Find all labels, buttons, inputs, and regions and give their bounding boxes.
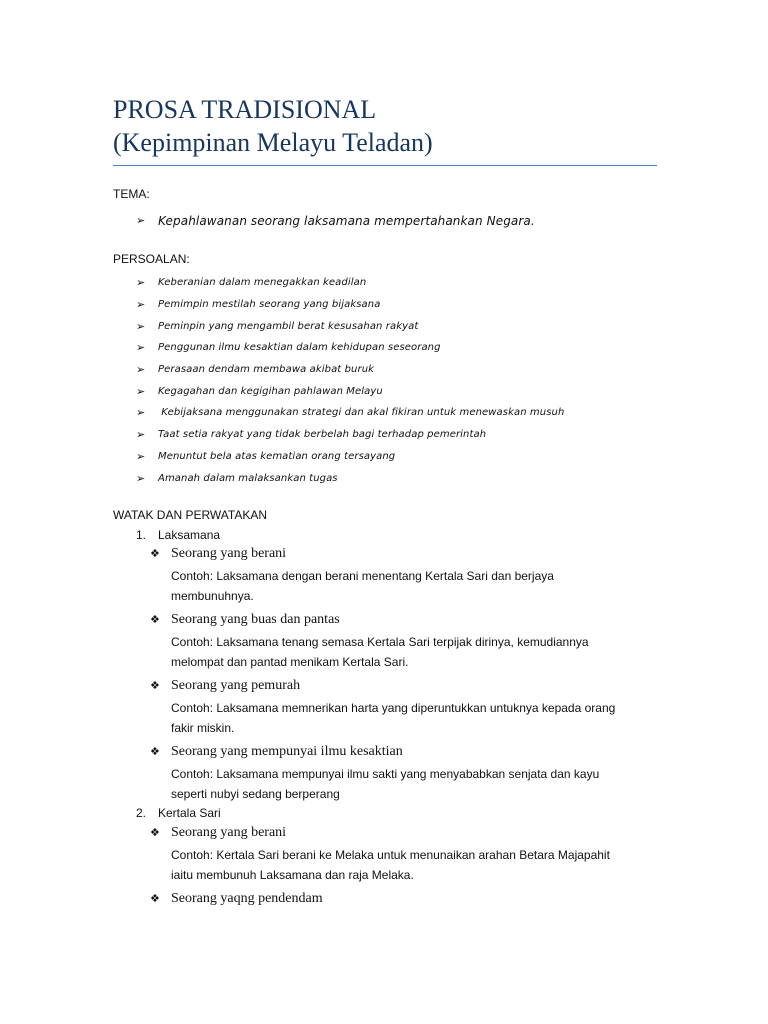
list-item <box>136 467 564 489</box>
diamond-bullet-icon: ❖ <box>150 679 160 692</box>
tema-list <box>136 210 535 232</box>
watak-heading: WATAK DAN PERWATAKAN <box>113 508 268 522</box>
trait-entry <box>150 891 660 907</box>
trait-label: Seorang yaqng pendendam <box>171 891 323 906</box>
trait-example <box>171 845 660 885</box>
list-item <box>136 402 564 424</box>
trait-entry <box>150 744 660 804</box>
arrow-bullet-icon: ➢ <box>136 214 146 228</box>
diamond-bullet-icon: ❖ <box>150 613 160 626</box>
trait-label: Seorang yang mempunyai ilmu kesaktian <box>171 744 403 759</box>
title-underline <box>113 165 657 166</box>
persoalan-text: Kegagahan dan kegigihan pahlawan Melayu <box>158 385 383 397</box>
arrow-bullet-icon: ➢ <box>136 276 146 290</box>
character-number: 2. <box>136 806 147 820</box>
tema-text: Kepahlawanan seorang laksamana mempertahankan Negara. <box>158 213 535 228</box>
arrow-bullet-icon: ➢ <box>136 363 146 377</box>
trait-label: Seorang yang berani <box>171 546 287 561</box>
arrow-bullet-icon: ➢ <box>136 319 146 333</box>
persoalan-text: Taat setia rakyat yang tidak berbelah bagi terhadap pemerintah <box>158 429 487 441</box>
title-line-2: (Kepimpinan Melayu Teladan) <box>113 128 433 157</box>
trait-entry <box>150 825 660 885</box>
persoalan-heading: PERSOALAN: <box>113 252 190 266</box>
example-line: Contoh: Kertala Sari berani ke Melaka untuk menunaikan arahan Betara Majapahit <box>171 848 610 862</box>
trait-label: Seorang yang pemurah <box>171 678 301 693</box>
character-2-heading <box>136 806 221 820</box>
character-1-traits <box>150 546 660 810</box>
list-item <box>136 315 564 337</box>
trait-example <box>171 764 660 804</box>
diamond-bullet-icon: ❖ <box>150 745 160 758</box>
example-line: Contoh: Laksamana memnerikan harta yang diperuntukkan untuknya kepada orang <box>171 701 616 715</box>
trait-example <box>171 632 660 672</box>
document-title <box>113 93 433 159</box>
character-name: Kertala Sari <box>158 806 221 820</box>
trait-entry <box>150 612 660 672</box>
example-line: Contoh: Laksamana mempunyai ilmu sakti yang menyababkan senjata dan kayu <box>171 767 600 781</box>
example-line: melompat dan pantad menikam Kertala Sari. <box>171 655 409 669</box>
diamond-bullet-icon: ❖ <box>150 826 160 839</box>
list-item <box>136 380 564 402</box>
persoalan-text: Menuntut bela atas kematian orang tersayang <box>158 450 396 462</box>
example-line: Contoh: Laksamana tenang semasa Kertala Sari terpijak dirinya, kemudiannya <box>171 635 589 649</box>
trait-label: Seorang yang buas dan pantas <box>171 612 340 627</box>
example-line: Contoh: Laksamana dengan berani menentang Kertala Sari dan berjaya <box>171 569 554 583</box>
trait-entry <box>150 678 660 738</box>
list-item <box>136 210 535 232</box>
trait-entry <box>150 546 660 606</box>
trait-label: Seorang yang berani <box>171 825 287 840</box>
list-item <box>136 294 564 316</box>
list-item <box>136 424 564 446</box>
arrow-bullet-icon: ➢ <box>136 298 146 312</box>
character-name: Laksamana <box>158 528 221 542</box>
arrow-bullet-icon: ➢ <box>136 428 146 442</box>
arrow-bullet-icon: ➢ <box>136 341 146 355</box>
arrow-bullet-icon: ➢ <box>136 406 146 420</box>
list-item <box>136 272 564 294</box>
character-2-traits <box>150 825 660 911</box>
tema-heading: TEMA: <box>113 187 150 201</box>
persoalan-text: Pemimpin mestilah seorang yang bijaksana <box>158 299 381 311</box>
character-1-heading <box>136 528 220 542</box>
persoalan-text: Penggunan ilmu kesaktian dalam kehidupan seseorang <box>158 342 441 354</box>
list-item <box>136 359 564 381</box>
arrow-bullet-icon: ➢ <box>136 384 146 398</box>
trait-example <box>171 698 660 738</box>
trait-example <box>171 566 660 606</box>
persoalan-text: Amanah dalam malaksankan tugas <box>158 472 338 484</box>
list-item <box>136 337 564 359</box>
example-line: fakir miskin. <box>171 721 235 735</box>
persoalan-text: Keberanian dalam menegakkan keadilan <box>158 277 367 289</box>
persoalan-text: Peminpin yang mengambil berat kesusahan rakyat <box>158 320 419 332</box>
character-number: 1. <box>136 528 147 542</box>
diamond-bullet-icon: ❖ <box>150 547 160 560</box>
title-line-1: PROSA TRADISIONAL <box>113 95 377 124</box>
arrow-bullet-icon: ➢ <box>136 471 146 485</box>
arrow-bullet-icon: ➢ <box>136 449 146 463</box>
persoalan-text: Perasaan dendam membawa akibat buruk <box>158 364 375 376</box>
persoalan-text: Kebijaksana menggunakan strategi dan akal fikiran untuk menewaskan musuh <box>158 407 565 419</box>
example-line: iaitu membunuh Laksamana dan raja Melaka. <box>171 868 414 882</box>
example-line: membunuhnya. <box>171 589 254 603</box>
example-line: seperti nubyi sedang berperang <box>171 787 340 801</box>
persoalan-list <box>136 272 564 489</box>
list-item <box>136 446 564 468</box>
diamond-bullet-icon: ❖ <box>150 892 160 905</box>
